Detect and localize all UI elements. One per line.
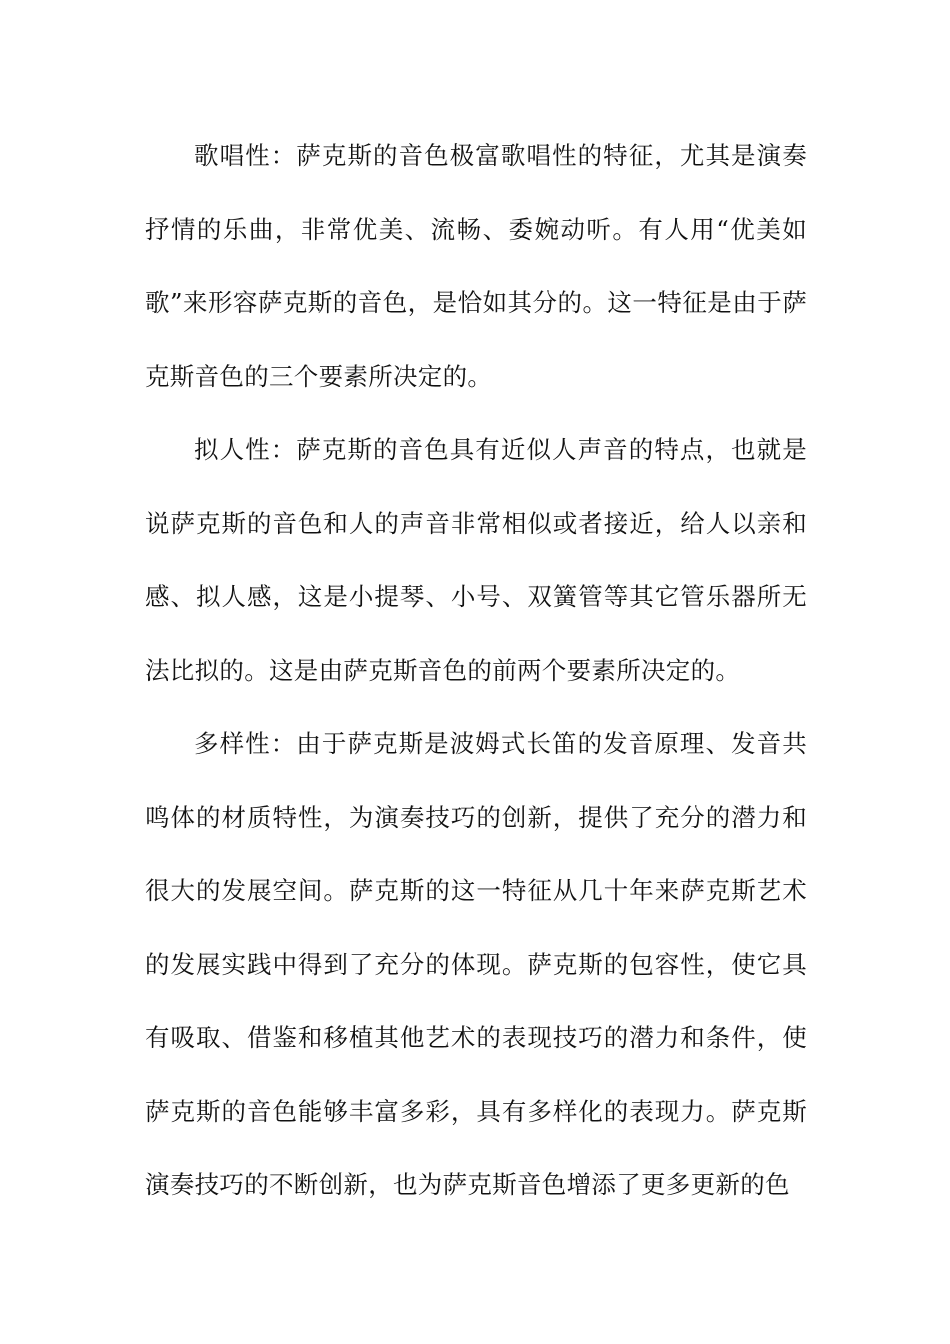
paragraph-human-like-quality: 拟人性：萨克斯的音色具有近似人声音的特点，也就是说萨克斯的音色和人的声音非常相似或者接近，给人以亲和感、拟人感，这是小提琴、小号、双簧管等其它管乐器所无法比拟的。这是由萨克斯音色的前两个要素所决定的。 <box>145 435 807 685</box>
paragraph-diversity-quality: 多样性：由于萨克斯是波姆式长笛的发音原理、发音共鸣体的材质特性，为演奏技巧的创新，提供了充分的潜力和很大的发展空间。萨克斯的这一特征从几十年来萨克斯艺术的发展实践中得到了充分的体现。萨克斯的包容性，使它具有吸取、借鉴和移植其他艺术的表现技巧的潜力和条件，使萨克斯的音色能够丰富多彩，具有多样化的表现力。萨克斯演奏技巧的不断创新，也为萨克斯音色增添了更多更新的色 <box>145 729 807 1199</box>
paragraph-singing-quality: 歌唱性：萨克斯的音色极富歌唱性的特征，尤其是演奏抒情的乐曲，非常优美、流畅、委婉动听。有人用“优美如歌”来形容萨克斯的音色，是恰如其分的。这一特征是由于萨克斯音色的三个要素所决定的。 <box>145 141 807 391</box>
document-body <box>145 119 807 1222</box>
